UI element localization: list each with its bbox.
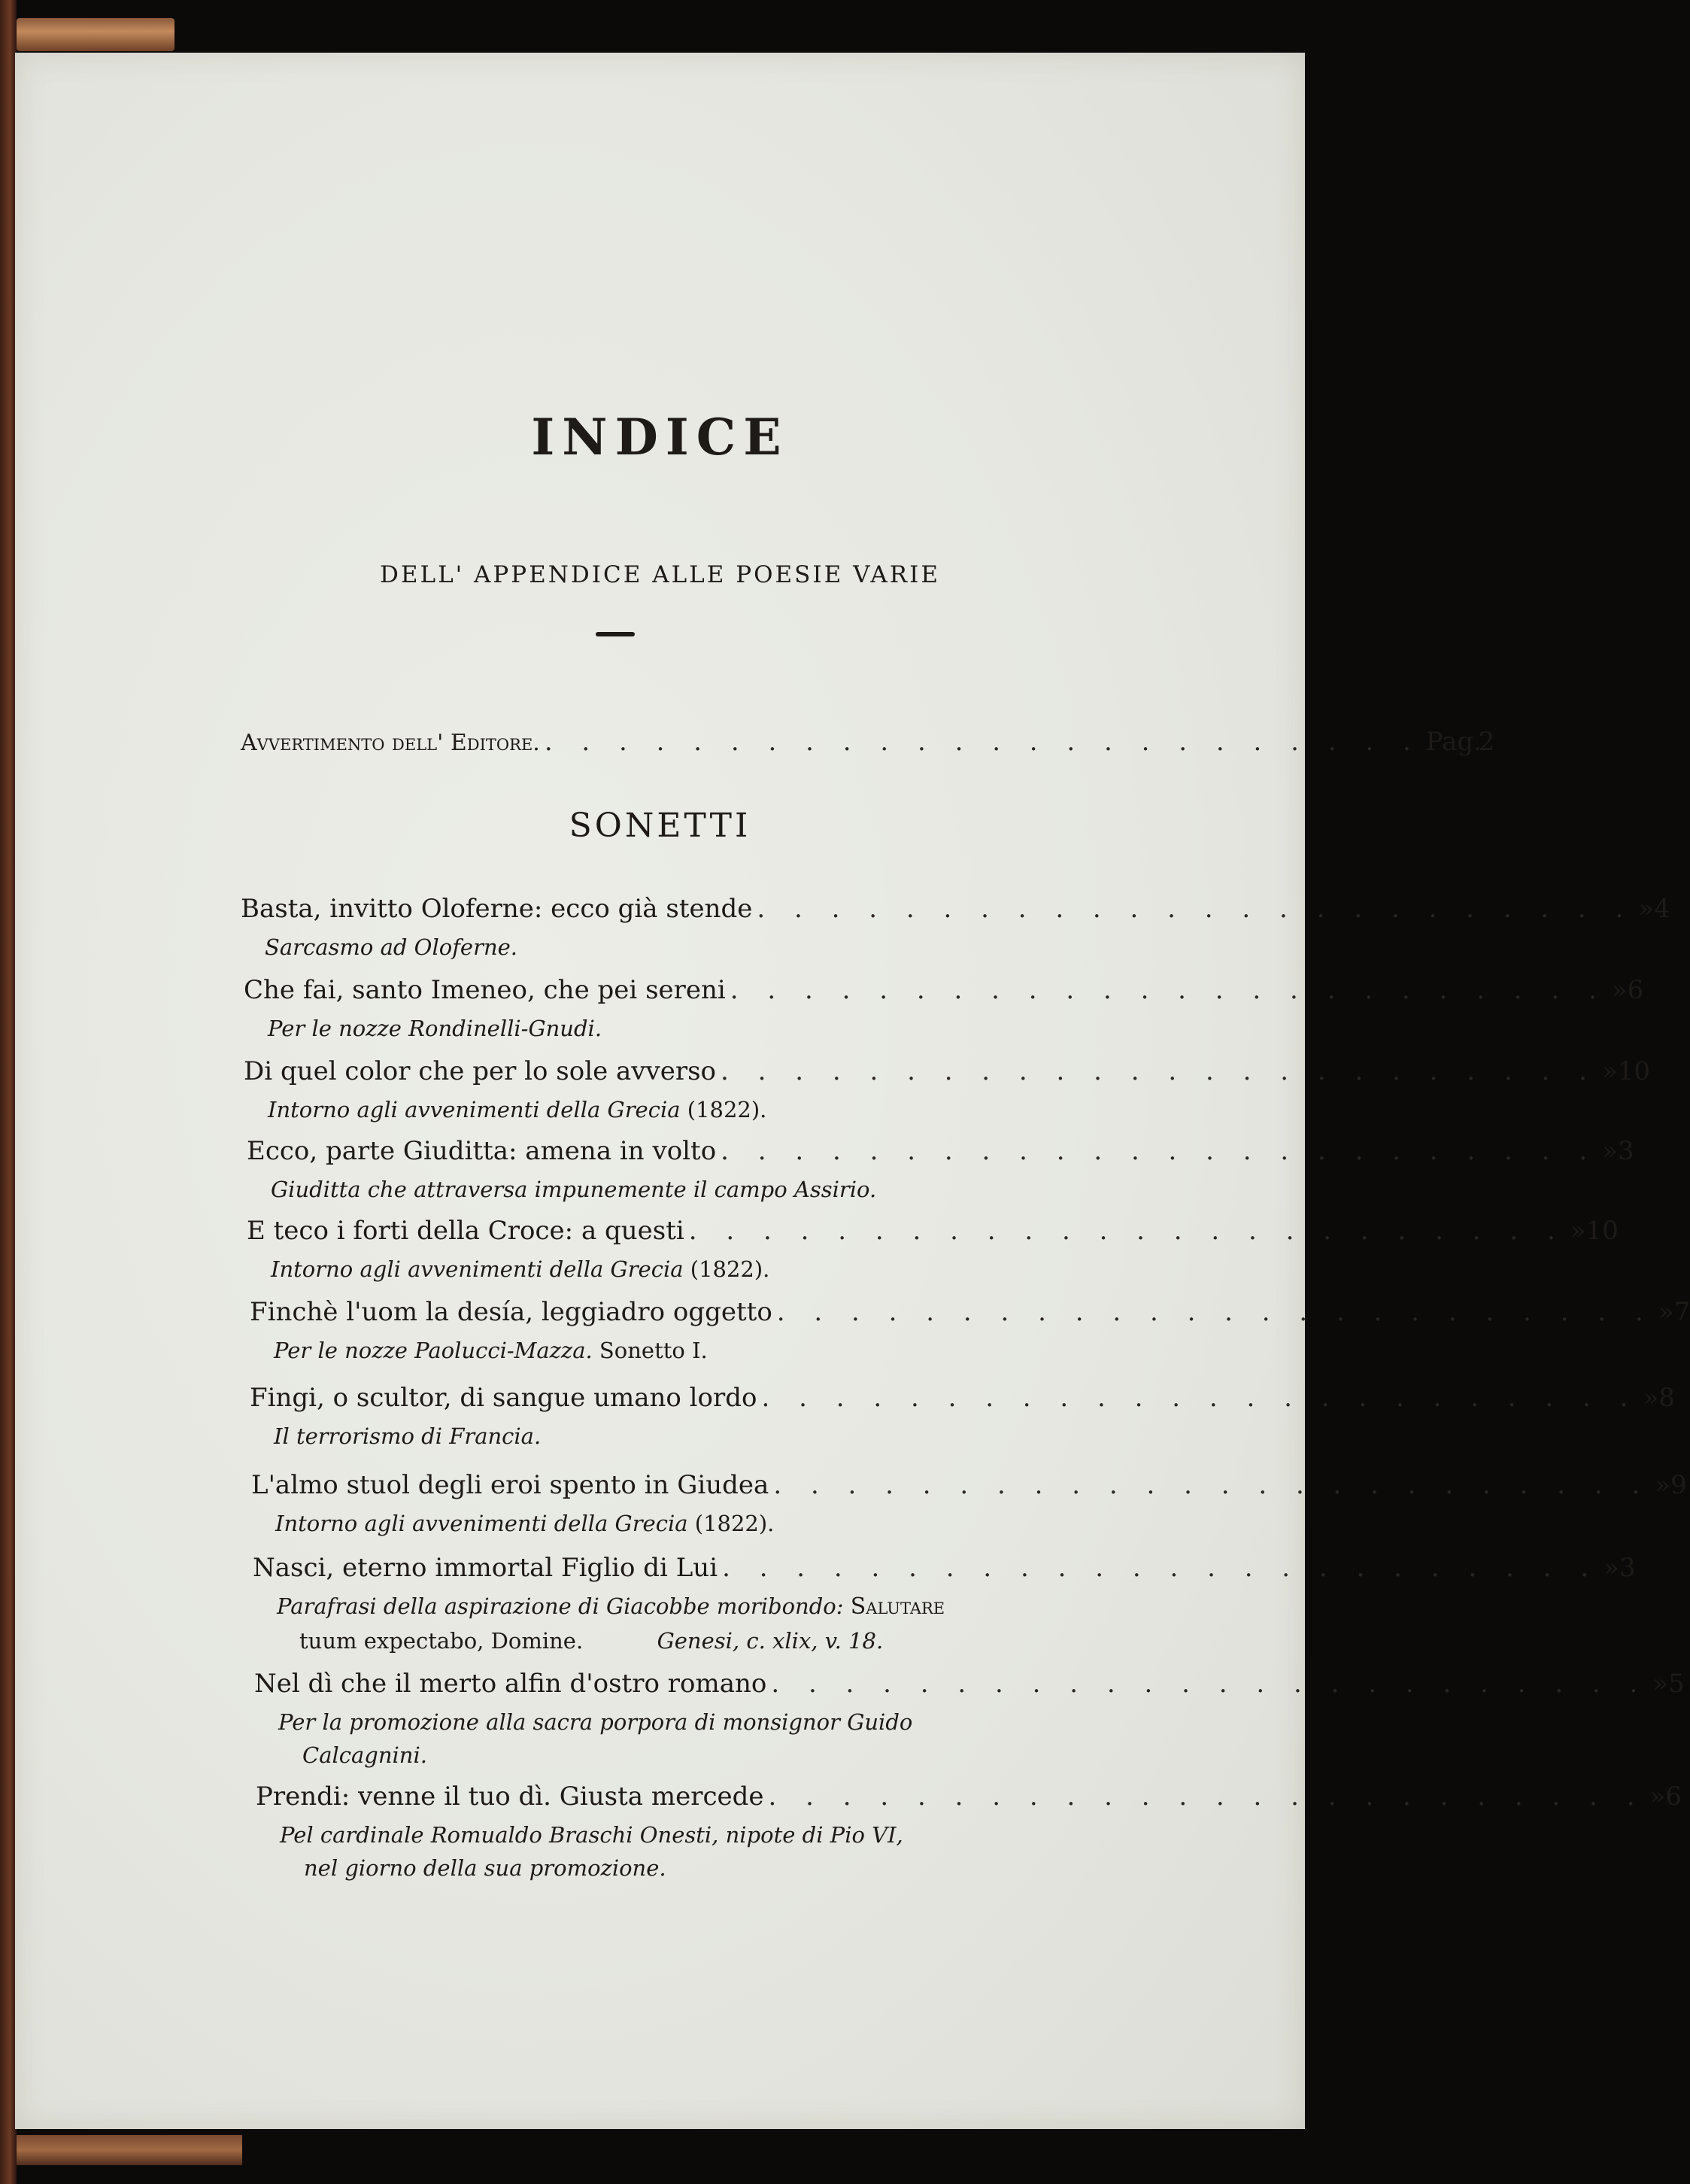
entry-subtitle-suffix: Sonetto I. xyxy=(599,1338,708,1363)
entry-subtitle-text: Per le nozze Rondinelli-Gnudi. xyxy=(268,1016,602,1041)
entry-subtitle-text: Pel cardinale Romualdo Braschi Onesti, nipote di Pio VI, xyxy=(280,1822,903,1848)
entry-first-line: Fingi, o scultor, di sangue umano lordo xyxy=(250,1383,757,1413)
entry-subtitle xyxy=(265,934,517,960)
leader-dots: . . . . . . . . . . . . . . . . . . . . . . . . xyxy=(688,1216,1566,1246)
entry-subtitle-smallcaps: Salutare xyxy=(850,1593,945,1620)
entry-subtitle xyxy=(268,1097,766,1122)
entry-first-line: Basta, invitto Oloferne: ecco già stende xyxy=(241,894,753,924)
entry-first-line: Prendi: venne il tuo dì. Giusta mercede xyxy=(256,1782,764,1812)
leader-dots: . . . . . . . . . . . . . . . . . . . . . . . . xyxy=(730,975,1607,1005)
ditto-mark: » xyxy=(1602,1136,1618,1166)
leader-dots: . . . . . . . . . . . . . . . . . . . . . . . . xyxy=(761,1383,1639,1413)
page-title: INDICE xyxy=(531,408,789,466)
entry-subtitle xyxy=(271,1256,769,1282)
toc-entry xyxy=(250,1297,1690,1327)
toc-entry xyxy=(256,1782,1682,1812)
entry-page: 10 xyxy=(1585,1216,1619,1246)
ditto-mark: » xyxy=(1643,1383,1659,1413)
ditto-mark: » xyxy=(1638,894,1655,924)
entry-subtitle-text: Per la promozione alla sacra porpora di monsignor Guido xyxy=(278,1709,913,1735)
entry-subtitle xyxy=(275,1511,774,1536)
entry-page: 9 xyxy=(1670,1470,1687,1500)
ditto-mark: » xyxy=(1658,1297,1674,1327)
entry-subtitle-year: (1822). xyxy=(687,1097,767,1122)
entry-page: 8 xyxy=(1658,1383,1675,1413)
entry-first-line: E teco i forti della Croce: a questi xyxy=(247,1216,684,1246)
entry-subtitle-text: Intorno agli avvenimenti della Grecia xyxy=(268,1097,681,1122)
leader-dots: . . . . . . . . . . . . . . . . . . . . . . . . xyxy=(544,727,1421,757)
entry-page: 3 xyxy=(1617,1136,1634,1166)
entry-page: 5 xyxy=(1668,1669,1685,1699)
leader-dots: . . . . . . . . . . . . . . . . . . . . . . . . xyxy=(768,1782,1646,1812)
entry-reference: Genesi, c. xlix, v. 18. xyxy=(657,1628,884,1654)
entry-subtitle-line2: Calcagnini. xyxy=(302,1742,427,1768)
ditto-mark: » xyxy=(1601,1056,1618,1086)
toc-entry xyxy=(247,1216,1619,1246)
entry-subtitle-continued xyxy=(302,1742,427,1768)
entry-first-line: L'almo stuol degli eroi spento in Giudea xyxy=(251,1470,769,1500)
entry-subtitle-text: Intorno agli avvenimenti della Grecia xyxy=(271,1256,684,1282)
ditto-mark: » xyxy=(1655,1470,1671,1500)
entry-subtitle-text: Il terrorismo di Francia. xyxy=(274,1423,542,1449)
entry-first-line: Di quel color che per lo sole avverso xyxy=(244,1056,716,1086)
leader-dots: . . . . . . . . . . . . . . . . . . . . . . . . xyxy=(757,894,1634,924)
toc-entry xyxy=(241,894,1670,924)
entry-subtitle-text: Parafrasi della aspirazione di Giacobbe moribondo: xyxy=(277,1593,844,1619)
toc-entry xyxy=(250,1383,1675,1413)
binding-edge-top xyxy=(17,18,174,51)
entry-page: 3 xyxy=(1619,1553,1636,1583)
toc-entry xyxy=(247,1136,1634,1166)
entry-subtitle-line2: nel giorno della sua promozione. xyxy=(304,1855,666,1881)
entry-first-line: Nel dì che il merto alfin d'ostro romano xyxy=(254,1669,767,1699)
toc-entry xyxy=(244,975,1644,1005)
toc-entry xyxy=(244,1056,1651,1086)
avvertimento-entry xyxy=(241,727,1495,757)
leader-dots: . . . . . . . . . . . . . . . . . . . . . . . . xyxy=(721,1136,1598,1166)
entry-subtitle-continued xyxy=(304,1855,666,1881)
leader-dots: . . . . . . . . . . . . . . . . . . . . . . . . xyxy=(722,1553,1600,1583)
avvertimento-label: Avvertimento dell' Editore. xyxy=(241,730,540,756)
ditto-mark: » xyxy=(1652,1669,1669,1699)
entry-subtitle-text: Per le nozze Paolucci-Mazza. xyxy=(274,1338,593,1363)
entry-first-line: Ecco, parte Giuditta: amena in volto xyxy=(247,1136,717,1166)
entry-subtitle xyxy=(280,1822,903,1848)
entry-page: 6 xyxy=(1665,1782,1682,1812)
entry-subtitle xyxy=(274,1423,541,1449)
ditto-mark: » xyxy=(1604,1553,1619,1583)
toc-entry xyxy=(253,1553,1636,1583)
entry-subtitle-line2: tuum expectabo, Domine. xyxy=(299,1628,584,1654)
book-page xyxy=(15,53,1690,2129)
ditto-mark: » xyxy=(1611,975,1628,1005)
entry-subtitle xyxy=(277,1593,945,1620)
entry-subtitle xyxy=(274,1338,708,1363)
entry-page: 7 xyxy=(1673,1297,1690,1327)
title-rule xyxy=(596,632,635,636)
leader-dots: . . . . . . . . . . . . . . . . . . . . . . . . xyxy=(776,1297,1654,1327)
toc-entry xyxy=(254,1669,1685,1699)
entry-subtitle xyxy=(268,1016,602,1041)
toc-entry xyxy=(251,1470,1687,1500)
binding-edge-bottom xyxy=(17,2135,242,2165)
entry-subtitle-continued xyxy=(299,1628,883,1654)
entry-subtitle-year: (1822). xyxy=(690,1256,770,1282)
entry-subtitle-text: Sarcasmo ad Oloferne. xyxy=(265,934,518,960)
entry-first-line: Finchè l'uom la desía, leggiadro oggetto xyxy=(250,1297,772,1327)
leader-dots: . . . . . . . . . . . . . . . . . . . . . . . . xyxy=(773,1470,1651,1500)
leader-dots: . . . . . . . . . . . . . . . . . . . . . . . . xyxy=(721,1056,1597,1086)
entry-subtitle xyxy=(271,1177,876,1202)
pag-label: Pag. xyxy=(1425,727,1482,757)
page-subtitle: DELL' APPENDICE ALLE POESIE VARIE xyxy=(380,561,940,588)
entry-first-line: Nasci, eterno immortal Figlio di Lui xyxy=(253,1553,718,1583)
section-title: SONETTI xyxy=(569,806,751,845)
entry-subtitle-text: Giuditta che attraversa impunemente il campo Assirio. xyxy=(271,1177,877,1202)
leader-dots: . . . . . . . . . . . . . . . . . . . . . . . . xyxy=(771,1669,1649,1699)
entry-page: 6 xyxy=(1627,975,1644,1005)
ditto-mark: » xyxy=(1649,1782,1666,1812)
entry-subtitle-text: Intorno agli avvenimenti della Grecia xyxy=(275,1511,688,1536)
entry-subtitle xyxy=(278,1709,912,1735)
entry-first-line: Che fai, santo Imeneo, che pei sereni xyxy=(244,975,726,1005)
book-spine xyxy=(0,0,17,2184)
avvertimento-page: 2 xyxy=(1478,727,1495,757)
entry-subtitle-year: (1822). xyxy=(694,1511,775,1536)
entry-page: 10 xyxy=(1617,1056,1651,1086)
ditto-mark: » xyxy=(1570,1216,1586,1246)
entry-page: 4 xyxy=(1654,894,1670,924)
